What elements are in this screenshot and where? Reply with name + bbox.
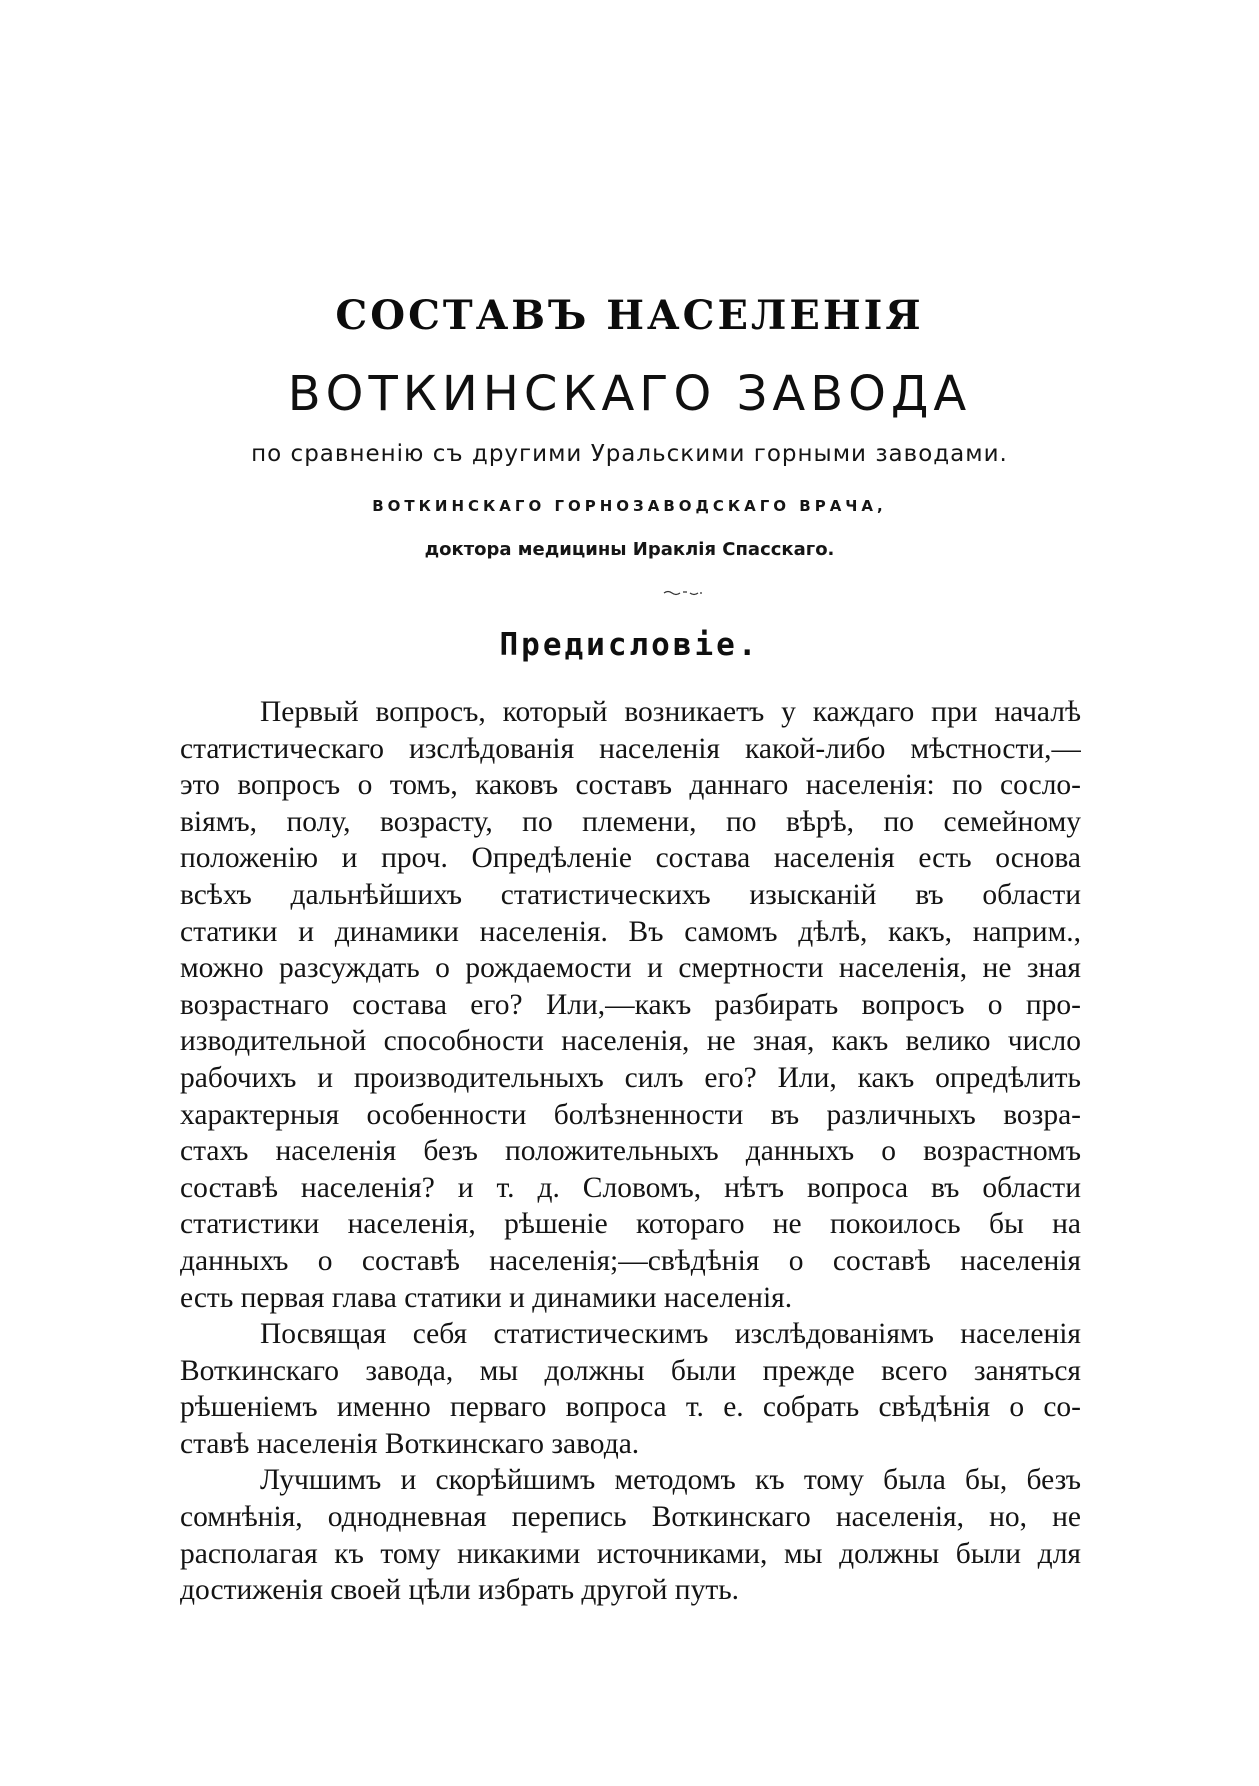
text-line: статики и динамики населенія. Въ самомъ дѣлѣ, какъ, наприм., <box>180 915 1081 948</box>
document-title-line-2: ВОТКИНСКАГО ЗАВОДА <box>287 366 972 422</box>
text-line: данныхъ о составѣ населенія;—свѣдѣнія о составѣ населенія <box>180 1244 1081 1277</box>
text-line: это вопросъ о томъ, каковъ составъ даннаго населенія: по сосло- <box>180 769 1081 802</box>
text-line: располагая къ тому никакими источниками, мы должны были для <box>180 1537 1081 1570</box>
paragraph-3 <box>180 1462 1081 1608</box>
ornament-divider-icon <box>663 588 703 598</box>
text-line: Воткинскаго завода, мы должны были прежде всего заняться <box>180 1354 1081 1387</box>
document-title-line-1: СОСТАВЪ НАСЕЛЕНІЯ <box>335 292 924 339</box>
text-line: положенію и проч. Опредѣленіе состава населенія есть основа <box>180 842 1081 875</box>
document-subtitle: по сравненію съ другими Уральскими горными заводами. <box>251 441 1008 467</box>
text-line: ставѣ населенія Воткинскаго завода. <box>180 1427 640 1460</box>
text-line: изводительной способности населенія, не зная, какъ велико число <box>180 1025 1081 1058</box>
text-line: характерныя особенности болѣзненности въ различныхъ возра- <box>180 1098 1081 1131</box>
author-position: ВОТКИНСКАГО ГОРНОЗАВОДСКАГО ВРАЧА, <box>372 497 887 515</box>
text-line: можно разсуждать о рождаемости и смертности населенія, не зная <box>180 952 1081 985</box>
text-line: составѣ населенія? и т. д. Словомъ, нѣтъ вопроса въ области <box>180 1171 1081 1204</box>
text-line: рѣшеніемъ именно перваго вопроса т. е. собрать свѣдѣнія о со- <box>180 1391 1081 1424</box>
text-line: статистическаго изслѣдованія населенія какой-либо мѣстности,— <box>180 732 1081 765</box>
paragraph-1 <box>180 694 1081 1316</box>
text-line: есть первая глава статики и динамики населенія. <box>180 1281 793 1314</box>
text-line: возрастнаго состава его? Или,—какъ разбирать вопросъ о про- <box>180 988 1081 1021</box>
text-line: достиженія своей цѣли избрать другой путь. <box>180 1574 740 1607</box>
text-line: стахъ населенія безъ положительныхъ данныхъ о возрастномъ <box>180 1135 1081 1168</box>
text-line: віямъ, полу, возрасту, по племени, по вѣрѣ, по семейному <box>180 805 1081 838</box>
text-line: всѣхъ дальнѣйшихъ статистическихъ изысканій въ области <box>180 878 1081 911</box>
text-line: Лучшимъ и скорѣйшимъ методомъ къ тому была бы, безъ <box>260 1464 1081 1497</box>
text-line: Первый вопросъ, который возникаетъ у каждаго при началѣ <box>260 696 1081 728</box>
section-heading: Предисловіе. <box>499 627 760 663</box>
text-line: рабочихъ и производительныхъ силъ его? Или, какъ опредѣлить <box>180 1061 1081 1094</box>
paragraph-2 <box>180 1316 1081 1462</box>
body-text <box>180 694 1081 1609</box>
author-name: доктора медицины Ираклія Спасскаго. <box>424 539 835 560</box>
text-line: статистики населенія, рѣшеніе котораго не покоилось бы на <box>180 1208 1081 1241</box>
text-line: сомнѣнія, однодневная перепись Воткинскаго населенія, но, не <box>180 1501 1081 1534</box>
text-line: Посвящая себя статистическимъ изслѣдованіямъ населенія <box>260 1318 1081 1351</box>
